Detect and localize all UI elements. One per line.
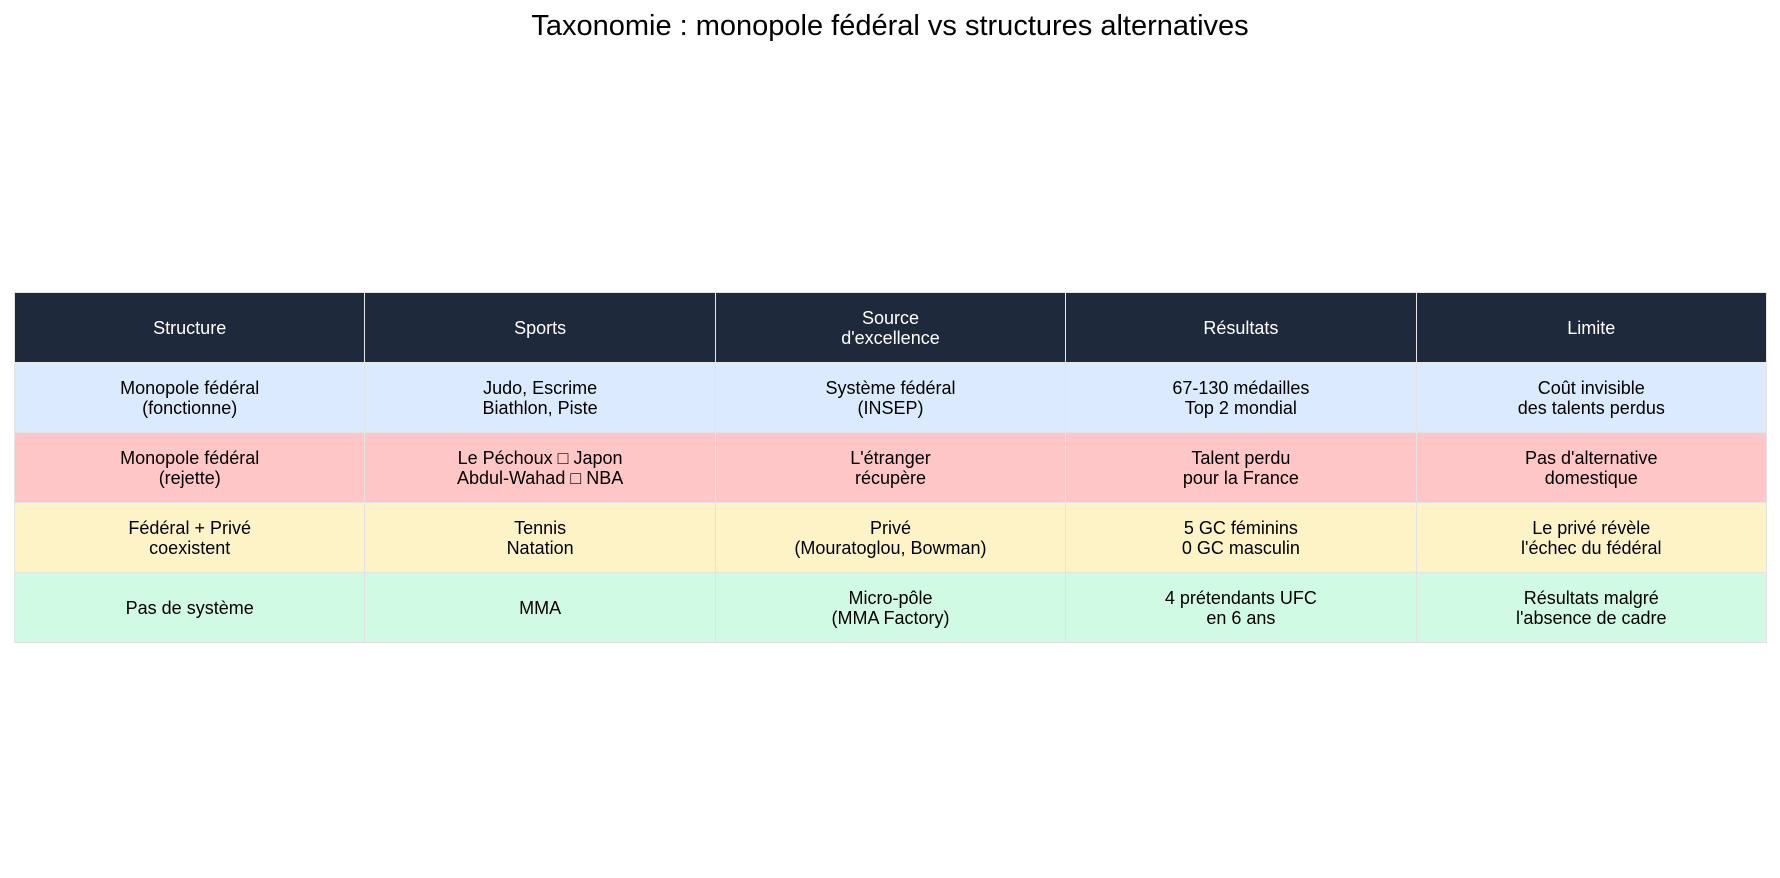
table-cell: Pas de système [15, 573, 365, 643]
column-header-source: Source d'excellence [715, 293, 1065, 363]
table-row [15, 363, 1767, 433]
table-cell: Système fédéral (INSEP) [715, 363, 1065, 433]
table-cell: Coût invisible des talents perdus [1416, 363, 1766, 433]
table-cell: L'étranger récupère [715, 433, 1065, 503]
table-cell: Résultats malgré l'absence de cadre [1416, 573, 1766, 643]
table-row [15, 503, 1767, 573]
column-header-results: Résultats [1066, 293, 1416, 363]
table-cell: Monopole fédéral (fonctionne) [15, 363, 365, 433]
table-cell: Le privé révèle l'échec du fédéral [1416, 503, 1766, 573]
table-cell: 5 GC féminins 0 GC masculin [1066, 503, 1416, 573]
table-cell: Fédéral + Privé coexistent [15, 503, 365, 573]
table-cell: 67-130 médailles Top 2 mondial [1066, 363, 1416, 433]
column-header-limit: Limite [1416, 293, 1766, 363]
table-cell: Privé (Mouratoglou, Bowman) [715, 503, 1065, 573]
table-row [15, 433, 1767, 503]
column-header-structure: Structure [15, 293, 365, 363]
chart-title: Taxonomie : monopole fédéral vs structures alternatives [531, 10, 1249, 42]
table-cell: Pas d'alternative domestique [1416, 433, 1766, 503]
table-cell: Talent perdu pour la France [1066, 433, 1416, 503]
column-header-sports: Sports [365, 293, 715, 363]
table-row [15, 573, 1767, 643]
table-cell: Tennis Natation [365, 503, 715, 573]
table-cell: Micro-pôle (MMA Factory) [715, 573, 1065, 643]
table-header-row [15, 293, 1767, 363]
table-cell: Le Péchoux □ Japon Abdul-Wahad □ NBA [365, 433, 715, 503]
table-cell: Monopole fédéral (rejette) [15, 433, 365, 503]
table-cell: MMA [365, 573, 715, 643]
table-cell: Judo, Escrime Biathlon, Piste [365, 363, 715, 433]
table-cell: 4 prétendants UFC en 6 ans [1066, 573, 1416, 643]
taxonomy-table [14, 292, 1767, 643]
